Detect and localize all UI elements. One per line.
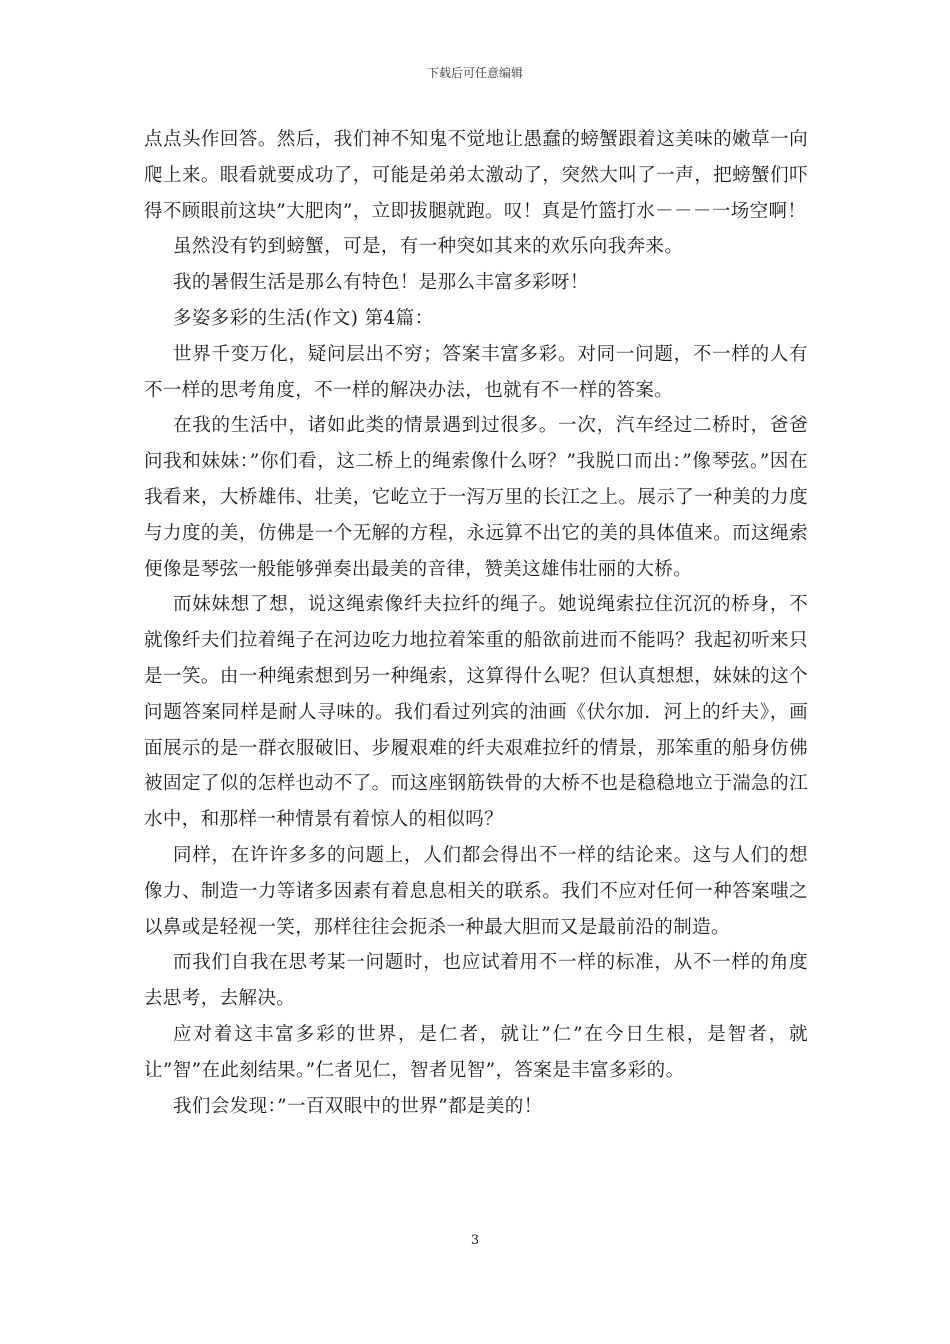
page-number: 3: [470, 1233, 480, 1248]
paragraph-2: 虽然没有钓到螃蟹，可是，有一种突如其来的欢乐向我奔来。: [173, 236, 684, 258]
document-body: [144, 122, 808, 1124]
section-heading: 多姿多彩的生活(作文) 第4篇：: [173, 307, 434, 329]
paragraph-9: 而我们自我在思考某一问题时，也应试着用不一样的标准，从不一样的角度去思考，去解决。: [144, 952, 808, 1010]
paragraph-3: 我的暑假生活是那么有特色！是那么丰富多彩呀！: [173, 272, 589, 294]
paragraph-7: 而妹妹想了想，说这绳索像纤夫拉纤的绳子。她说绳索拉住沉沉的桥身，不就像纤夫们拉着绳子在河边吃力地拉着笨重的船欲前进而不能吗？我起初听来只是一笑。由一种绳索想到另一种绳索，这算得什么呢？但认真想想，妹妹的这个问题答案同样是耐人寻味的。我们看过列宾的油画《伏尔加．河上的纤夫》，画面展示的是一群衣服破旧、步履艰难的纤夫艰难拉纤的情景，那笨重的船身仿佛被固定了似的怎样也动不了。而这座钢筋铁骨的大桥不也是稳稳地立于湍急的江水中，和那样一种情景有着惊人的相似吗？: [144, 594, 808, 831]
page-header: 下载后可任意编辑: [426, 66, 523, 80]
paragraph-1: 点点头作回答。然后，我们神不知鬼不觉地让愚蠢的螃蟹跟着这美味的嫩草一向爬上来。眼看就要成功了，可能是弟弟太激动了，突然大叫了一声，把螃蟹们吓得不顾眼前这块”大肥肉”，立即拔腿就跑。叹！真是竹篮打水－－－一场空啊！: [144, 129, 808, 222]
paragraph-5: 世界千变万化，疑问层出不穷；答案丰富多彩。对同一问题，不一样的人有不一样的思考角度，不一样的解决办法，也就有不一样的答案。: [144, 343, 808, 401]
paragraph-8: 同样，在许许多多的问题上，人们都会得出不一样的结论来。这与人们的想像力、制造一力等诸多因素有着息息相关的联系。我们不应对任何一种答案嗤之以鼻或是轻视一笑，那样往往会扼杀一种最大胆而又是最前沿的制造。: [144, 844, 808, 938]
paragraph-11: 我们会发现：”一百双眼中的世界”都是美的！: [173, 1095, 543, 1117]
paragraph-10: 应对着这丰富多彩的世界，是仁者，就让”仁”在今日生根，是智者，就让”智”在此刻结果。”仁者见仁，智者见智”，答案是丰富多彩的。: [144, 1023, 808, 1081]
paragraph-6: 在我的生活中，诸如此类的情景遇到过很多。一次，汽车经过二桥时，爸爸问我和妹妹：”你们看，这二桥上的绳索像什么呀？”我脱口而出：”像琴弦。”因在我看来，大桥雄伟、壮美，它屹立于一泻万里的长江之上。展示了一种美的力度与力度的美，仿佛是一个无解的方程，永远算不出它的美的具体值来。而这绳索便像是琴弦一般能够弹奏出最美的音律，赞美这雄伟壮丽的大桥。: [144, 415, 808, 580]
